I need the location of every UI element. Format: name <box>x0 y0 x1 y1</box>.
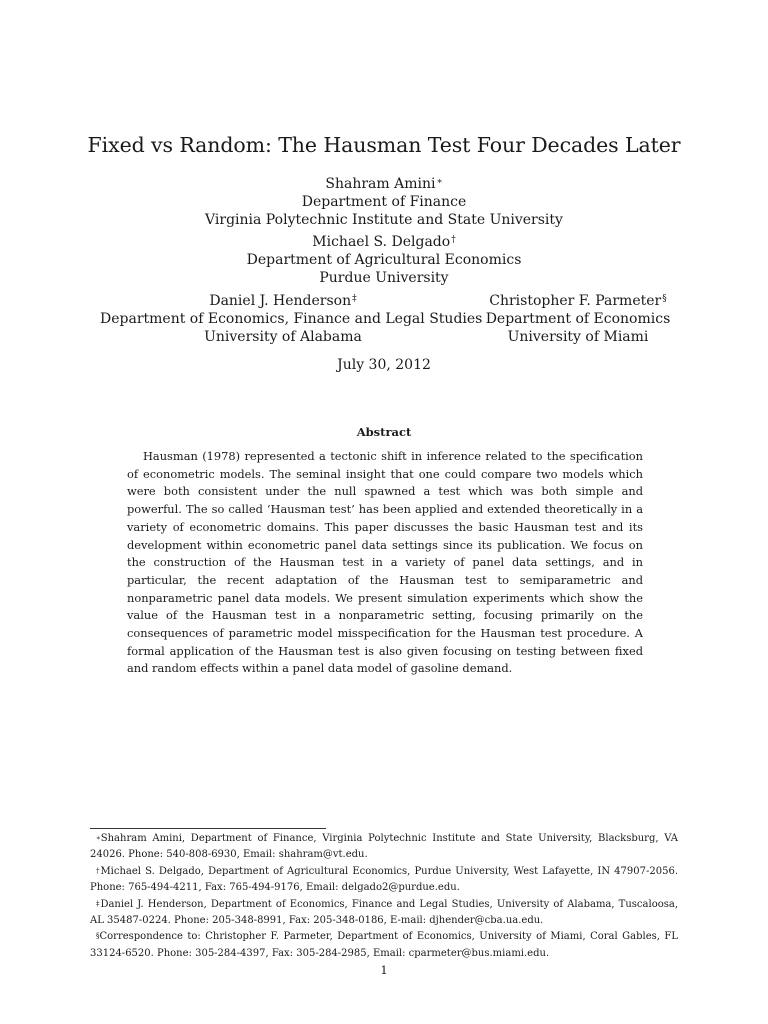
abstract-text: Hausman (1978) represented a tectonic shift in inference related to the specification of econometric models. The seminal insight that one could compare two models which were both consistent under the null spawned a test which was both simple and powerful. The so called ‘Hausman test’ has been applied and extended theoretically in a variety of econometric domains. This paper discusses the basic Hausman test and its development within econometric panel data settings since its publication. We focus on the construction of the Hausman test in a variety of panel data settings, and in particular, the recent adaptation of the Hausman test to semiparametric and nonparametric panel data models. We present simulation experiments which show the value of the Hausman test in a nonparametric setting, focusing primarily on the consequences of parametric model misspecification for the Hausman test procedure. A formal application of the Hausman test is also given focusing on testing between fixed and random effects within a panel data model of gasoline demand. <box>127 449 643 676</box>
author-department: Department of Economics, Finance and Legal Studies <box>100 311 483 327</box>
author-name: Shahram Amini∗ <box>325 176 443 192</box>
author-department: Department of Economics <box>485 311 671 327</box>
author-affiliation: Purdue University <box>319 270 449 286</box>
footnote-mark: † <box>96 866 101 875</box>
author-block-henderson <box>100 292 483 346</box>
author-department: Department of Finance <box>301 194 467 210</box>
footnote-delgado <box>90 864 678 897</box>
footnotes <box>90 831 678 962</box>
footnote-henderson <box>90 897 678 930</box>
footnote-text: Michael S. Delgado, Department of Agricultural Economics, Purdue University, West Lafayette, IN 47907-2056. Phone: 765-494-4211, Fax: 765-494-9176, Email: delgado2@purdue.edu. <box>90 865 678 894</box>
author-name: Christopher F. Parmeter§ <box>489 293 667 309</box>
footnote-divider <box>90 828 326 829</box>
footnote-mark: † <box>451 235 456 245</box>
paper-title: Fixed vs Random: The Hausman Test Four Decades Later <box>87 133 681 157</box>
author-affiliation: Virginia Polytechnic Institute and State University <box>205 212 563 228</box>
footnote-parmeter <box>90 929 678 962</box>
footnote-mark: § <box>96 932 100 941</box>
footnote-mark: ‡ <box>96 899 101 908</box>
footnote-mark: ∗ <box>436 177 443 187</box>
author-block-parmeter <box>482 292 674 346</box>
abstract-heading: Abstract <box>356 425 412 439</box>
author-block-delgado <box>0 233 768 287</box>
publication-date: July 30, 2012 <box>337 357 431 373</box>
footnote-mark: ‡ <box>352 294 357 304</box>
author-affiliation: University of Alabama <box>204 329 362 345</box>
footnote-mark: § <box>662 294 667 304</box>
author-name: Michael S. Delgado† <box>312 234 456 250</box>
page-number: 1 <box>380 963 388 977</box>
author-department: Department of Agricultural Economics <box>246 252 522 268</box>
author-name: Daniel J. Henderson‡ <box>209 293 357 309</box>
author-block-amini <box>0 175 768 229</box>
footnote-text: Daniel J. Henderson, Department of Economics, Finance and Legal Studies, University of Alabama, Tuscaloosa, AL 35487-0224. Phone: 205-348-8991, Fax: 205-348-0186, E-mail: djhender@cba.ua.edu. <box>90 898 679 927</box>
footnote-text: Correspondence to: Christopher F. Parmeter, Department of Economics, University of Miami, Coral Gables, FL 33124-6520. Phone: 305-284-4397, Fax: 305-284-2985, Email: cparmeter@bus.miami.edu. <box>90 931 678 959</box>
footnote-amini <box>90 831 678 864</box>
footnote-mark: ∗ <box>96 834 101 842</box>
author-affiliation: University of Miami <box>507 329 649 345</box>
footnote-text: Shahram Amini, Department of Finance, Virginia Polytechnic Institute and State University, Blacksburg, VA 24026. Phone: 540-808-6930, Email: shahram@vt.edu. <box>90 833 678 861</box>
